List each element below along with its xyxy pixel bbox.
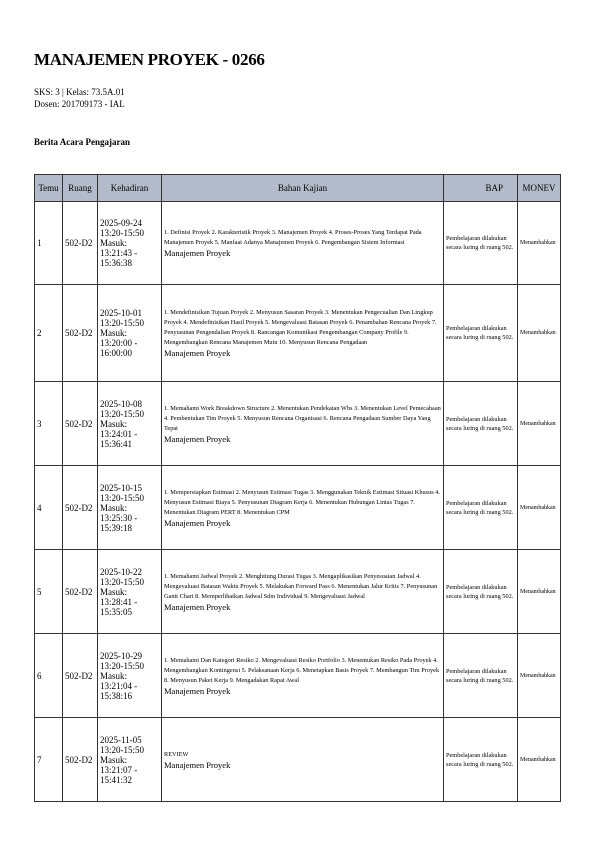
kehadiran-cell: 2025-10-29 13:20-15:50 Masuk: 13:21:04 - 15:38:16 [98, 634, 162, 718]
header-bap: BAP [444, 175, 518, 202]
course-name: Manajemen Proyek [164, 517, 231, 528]
table-row [35, 634, 561, 718]
course-name: Manajemen Proyek [164, 685, 231, 696]
ruang-cell: 502-D2 [63, 634, 98, 718]
monev-cell: Menambahkan [518, 550, 561, 634]
course-name: Manajemen Proyek [164, 759, 231, 770]
bahan-kajian-text: 1. Memahami Dan Kategori Resiko 2. Mengevaluasi Resiko Portfolio 3. Menentukan Resiko Pada Proyek 4. Mengembangkan Kontingensi 5. Pelaksanaan Kerja 6. Menetapkan Basis Proyek 7. Membangun Tim Proyek 8. Menyusun Paket Kerja 9. Mengadakan Rapat Awal [164, 656, 440, 684]
kehadiran-cell: 2025-10-01 13:20-15:50 Masuk: 13:20:00 - 16:00:00 [98, 285, 162, 382]
temu-cell: 4 [35, 466, 63, 550]
bap-cell: Pembelajaran dilakukan secara luring di ruang 502. [444, 550, 518, 634]
course-name: Manajemen Proyek [164, 433, 231, 444]
temu-cell: 6 [35, 634, 63, 718]
bap-cell: Pembelajaran dilakukan secara luring di ruang 502. [444, 382, 518, 466]
ruang-cell: 502-D2 [63, 718, 98, 802]
temu-cell: 1 [35, 202, 63, 285]
table-row [35, 382, 561, 466]
monev-cell: Menambahkan [518, 285, 561, 382]
course-name: Manajemen Proyek [164, 601, 231, 612]
temu-cell: 5 [35, 550, 63, 634]
ruang-cell: 502-D2 [63, 550, 98, 634]
header-ruang: Ruang [63, 175, 98, 202]
bahan-kajian-cell [162, 550, 444, 634]
kehadiran-cell: 2025-10-22 13:20-15:50 Masuk: 13:28:41 - 15:35:05 [98, 550, 162, 634]
table-header-row [35, 175, 561, 202]
table-row [35, 718, 561, 802]
bahan-kajian-cell [162, 382, 444, 466]
sks-kelas: SKS: 3 | Kelas: 73.5A.01 [34, 87, 125, 97]
monev-cell: Menambahkan [518, 466, 561, 550]
table-row [35, 550, 561, 634]
course-name: Manajemen Proyek [164, 248, 231, 258]
bahan-kajian-cell [162, 466, 444, 550]
monev-cell: Menambahkan [518, 718, 561, 802]
course-meta [34, 86, 125, 110]
temu-cell: 7 [35, 718, 63, 802]
ruang-cell: 502-D2 [63, 466, 98, 550]
bahan-kajian-text: 1. Mempersiapkan Estimasi 2. Menyusun Estimasi Tugas 3. Menggunakan Teknik Estimasi Situasi Khusus 4. Menyusun Estimasi Biaya 5. Penyusunan Diagram Kerja 6. Menentukan Hubungan Lintas Tugas 7. Menentukan Diagram PERT 8. Menentukan CPM [164, 488, 440, 516]
bahan-kajian-text: REVIEW [164, 750, 189, 758]
bap-cell: Pembelajaran dilakukan secara luring di ruang 502. [444, 285, 518, 382]
kehadiran-cell: 2025-10-08 13:20-15:50 Masuk: 13:24:01 - 15:36:41 [98, 382, 162, 466]
table-row [35, 285, 561, 382]
ruang-cell: 502-D2 [63, 382, 98, 466]
monev-cell: Menambahkan [518, 634, 561, 718]
monev-cell: Menambahkan [518, 202, 561, 285]
kehadiran-cell: 2025-10-15 13:20-15:50 Masuk: 13:25:30 - 15:39:18 [98, 466, 162, 550]
page-title: MANAJEMEN PROYEK - 0266 [34, 50, 265, 69]
bap-cell: Pembelajaran dilakukan secara luring di ruang 502. [444, 466, 518, 550]
header-temu: Temu [35, 175, 63, 202]
bahan-kajian-cell [162, 202, 444, 285]
bahan-kajian-text: 1. Mendefinisikan Tujuan Proyek 2. Menyusun Sasaran Proyek 3. Menentukan Pengecualian Dan Lingkup Proyek 4. Mendefinisikan Hasil Proyek 5. Mengevaluasi Batasan Proyek 6. Penambahan Rencana Proyek 7. Penyusunan Pengendalian Proyek 8. Rancangan Komunikasi Pengembangan Company Profile 9. Mengembangkan Rencana Manajemen Mutu 10. Menyusun Rencana Pengadaan [164, 309, 437, 346]
bahan-kajian-text: 1. Memahami Jadwal Proyek 2. Menghitung Durasi Tugas 3. Mengaplikasikan Penyesuaian Jadwal 4. Mengevaluasi Batasan Waktu Proyek 5. Melakukan Forward Pass 6. Menentukan Jalur Kritis 7. Penyusunan Gantt Chart 8. Memperlihatkan Jadwal Sdm Individual 9. Mengevaluasi Jadwal [164, 572, 438, 600]
header-kehadiran: Kehadiran [98, 175, 162, 202]
kehadiran-cell: 2025-09-24 13:20-15:50 Masuk: 13:21:43 - 15:36:38 [98, 202, 162, 285]
header-bahan-kajian: Bahan Kajian [162, 175, 444, 202]
bahan-kajian-cell [162, 718, 444, 802]
section-heading: Berita Acara Pengajaran [34, 137, 130, 147]
monev-cell: Menambahkan [518, 382, 561, 466]
ruang-cell: 502-D2 [63, 202, 98, 285]
teaching-record-table [34, 174, 561, 802]
bahan-kajian-cell [162, 285, 444, 382]
temu-cell: 2 [35, 285, 63, 382]
kehadiran-cell: 2025-11-05 13:20-15:50 Masuk: 13:21:07 - 15:41:32 [98, 718, 162, 802]
header-monev: MONEV [518, 175, 561, 202]
table-row [35, 466, 561, 550]
ruang-cell: 502-D2 [63, 285, 98, 382]
bap-cell: Pembelajaran dilakukan secara luring di ruang 502. [444, 202, 518, 285]
bap-cell: Pembelajaran dilakukan secara luring di ruang 502. [444, 634, 518, 718]
bahan-kajian-text: 1. Memahami Work Breakdown Structure 2. Menentukan Pendekatan Wbs 3. Menentukan Level Pemecahaan 4. Pembentukan Tim Proyek 5. Menyusun Rencana Organisasi 6. Rencana Pengadaan Sumber Daya Yang Tepat [164, 404, 441, 432]
table-row [35, 202, 561, 285]
temu-cell: 3 [35, 382, 63, 466]
bahan-kajian-text: 1. Definisi Proyek 2. Karakteristik Proyek 3. Manajemen Proyek 4. Proses-Proses Yang Terdapat Pada Manajemen Proyek 5. Manfaat Adanya Manajemen Proyek 6. Pengembangan Sistem Informasi [164, 229, 422, 246]
course-name: Manajemen Proyek [164, 348, 231, 358]
bap-cell: Pembelajaran dilakukan secara luring di ruang 502. [444, 718, 518, 802]
bahan-kajian-cell [162, 634, 444, 718]
dosen: Dosen: 201709173 - IAL [34, 99, 125, 109]
